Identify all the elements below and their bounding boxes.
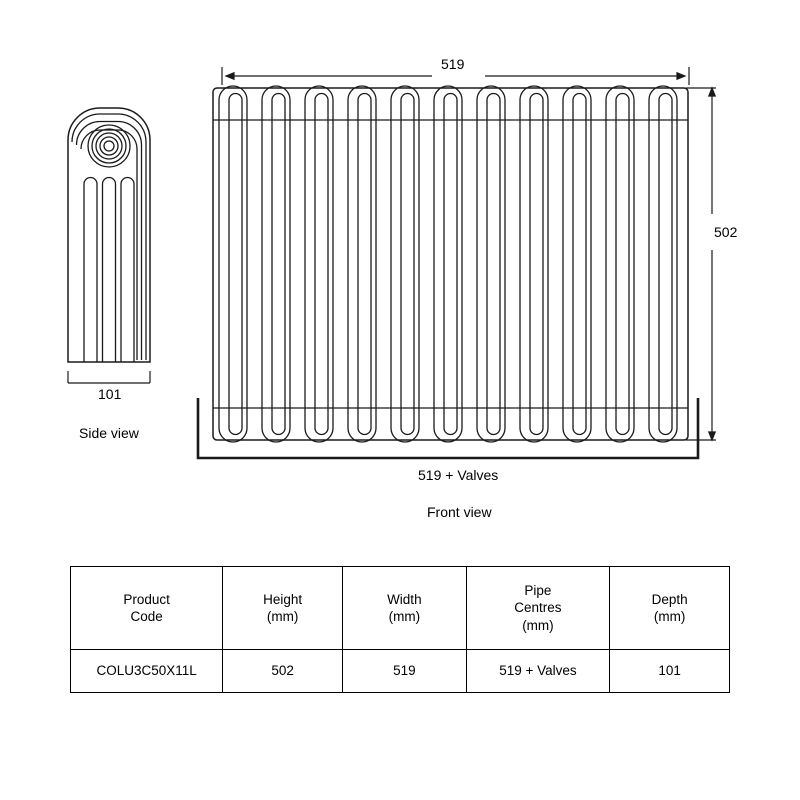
front-view-caption: Front view <box>427 504 492 520</box>
pipe-centres-label: 519 + Valves <box>418 467 499 483</box>
cell-width: 519 <box>343 650 467 693</box>
header-pipe-centres-line2: Centres <box>514 600 562 616</box>
header-height-line2: (mm) <box>266 609 299 624</box>
header-product-code-line1: Product <box>123 591 170 607</box>
header-width-line2: (mm) <box>388 609 421 624</box>
table-row <box>71 650 730 693</box>
depth-dimension-label: 101 <box>98 386 122 402</box>
cell-depth: 101 <box>610 650 730 693</box>
header-width-line1: Width <box>387 591 422 607</box>
cell-pipe-centres: 519 + Valves <box>466 650 610 693</box>
header-pipe-centres-line1: Pipe <box>524 583 552 599</box>
side-view-outline <box>68 108 150 362</box>
header-depth-line1: Depth <box>651 591 688 607</box>
header-product-code <box>71 567 223 650</box>
pipe-centres-dimension <box>198 398 698 458</box>
height-dimension-label: 502 <box>714 224 738 240</box>
header-product-code-line2: Code <box>130 609 163 624</box>
table-header-row <box>71 567 730 650</box>
front-view-body <box>213 88 688 440</box>
side-view-columns <box>84 178 134 363</box>
cell-product-code: COLU3C50X11L <box>71 650 223 693</box>
header-width <box>343 567 467 650</box>
header-pipe-centres-line3: (mm) <box>522 617 554 633</box>
side-view-caption: Side view <box>79 425 139 441</box>
height-dimension-right <box>686 88 716 440</box>
header-depth-line2: (mm) <box>653 609 686 624</box>
specification-table <box>70 566 730 693</box>
side-view-port-rings <box>88 125 130 167</box>
header-depth <box>610 567 730 650</box>
front-view-columns <box>219 86 677 442</box>
cell-height: 502 <box>223 650 343 693</box>
header-height-line1: Height <box>263 591 303 607</box>
side-view-depth-dimension <box>68 371 150 383</box>
width-dimension-label: 519 <box>441 56 465 72</box>
header-height <box>223 567 343 650</box>
header-pipe-centres <box>466 567 610 650</box>
